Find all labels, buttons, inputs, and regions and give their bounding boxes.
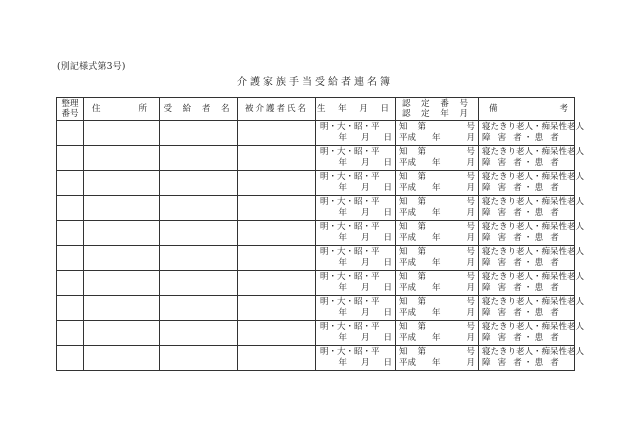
cell-seiri[interactable] [57, 346, 84, 371]
cell-birth[interactable] [316, 121, 396, 146]
birth-era [316, 322, 395, 333]
cert-chi-label: 知 [399, 247, 408, 257]
remarks-line1-label: 寝たきり老人・痴呆性老人 [482, 347, 585, 357]
cell-birth[interactable] [316, 221, 396, 246]
birth-era [316, 297, 395, 308]
cell-cert[interactable] [396, 171, 479, 196]
cert-number-line [396, 147, 478, 158]
form-code: (別記様式第3号) [57, 62, 126, 72]
header-cared-person-label: 被介護者氏名 [244, 104, 308, 114]
cert-gou-label: 号 [466, 222, 475, 232]
cell-recipient[interactable] [160, 271, 238, 296]
birth-era-label: 明・大・昭・平 [320, 272, 380, 282]
cert-year-label: 年 [432, 158, 441, 168]
remarks-line2-label: 障 害 者・患 者 [482, 158, 561, 168]
birth-era-label: 明・大・昭・平 [320, 297, 380, 307]
cert-heisei-label: 平成 [399, 258, 417, 268]
cell-remarks[interactable] [479, 246, 585, 271]
remarks-line1-label: 寝たきり老人・痴呆性老人 [482, 147, 585, 157]
header-cert-line2: 認 定 年 月 [401, 109, 473, 119]
remarks-line2 [479, 208, 574, 219]
birth-ymd [316, 208, 395, 219]
cell-address[interactable] [84, 246, 160, 271]
remarks-line1 [479, 322, 585, 333]
table-row [57, 296, 575, 321]
header-remarks-b: 考 [559, 104, 568, 114]
cert-chi-label: 知 [399, 122, 408, 132]
cert-heisei-label: 平成 [399, 308, 417, 318]
cert-dai-label: 第 [417, 197, 427, 207]
birth-ymd [316, 358, 395, 369]
cell-remarks[interactable] [479, 296, 585, 321]
cert-chi-label: 知 [399, 297, 408, 307]
cert-month-label: 月 [466, 358, 475, 368]
cell-cared-person[interactable] [238, 321, 316, 346]
cert-year-label: 年 [432, 133, 441, 143]
cert-date-line [396, 183, 478, 194]
cert-chi-label: 知 [399, 222, 408, 232]
birth-day-label: 日 [383, 283, 392, 293]
birth-era [316, 347, 395, 358]
cell-remarks[interactable] [479, 121, 585, 146]
table-header-row [57, 98, 575, 121]
birth-month-label: 月 [360, 183, 370, 193]
cert-number-line [396, 122, 478, 133]
cert-dai-label: 第 [417, 222, 427, 232]
cert-year-label: 年 [432, 208, 441, 218]
cell-address[interactable] [84, 196, 160, 221]
cert-date-line [396, 233, 478, 244]
cell-cert[interactable] [396, 246, 479, 271]
birth-month-label: 月 [360, 308, 370, 318]
cert-number-line [396, 322, 478, 333]
birth-ymd [316, 258, 395, 269]
header-cert [396, 98, 479, 121]
cert-month-label: 月 [466, 283, 475, 293]
birth-day-label: 日 [383, 233, 392, 243]
cert-year-label: 年 [432, 258, 441, 268]
cell-birth[interactable] [316, 196, 396, 221]
cell-recipient[interactable] [160, 196, 238, 221]
birth-era [316, 122, 395, 133]
remarks-line2 [479, 158, 574, 169]
cert-month-label: 月 [466, 158, 475, 168]
birth-month-label: 月 [360, 233, 370, 243]
cell-cert[interactable] [396, 196, 479, 221]
birth-era [316, 172, 395, 183]
birth-era [316, 222, 395, 233]
birth-era [316, 147, 395, 158]
cert-gou-label: 号 [466, 122, 475, 132]
birth-era-label: 明・大・昭・平 [320, 197, 380, 207]
header-remarks [479, 98, 575, 121]
cell-birth[interactable] [316, 146, 396, 171]
cert-number-line [396, 247, 478, 258]
remarks-line1 [479, 272, 585, 283]
cert-dai-label: 第 [417, 172, 427, 182]
cert-dai-label: 第 [417, 247, 427, 257]
birth-ymd [316, 158, 395, 169]
birth-ymd [316, 283, 395, 294]
birth-day-label: 日 [383, 133, 392, 143]
header-recipient-label: 受 給 者 名 [163, 104, 234, 114]
cell-seiri[interactable] [57, 271, 84, 296]
remarks-line2-label: 障 害 者・患 者 [482, 183, 561, 193]
remarks-line1 [479, 247, 585, 258]
cert-gou-label: 号 [466, 147, 475, 157]
table-row [57, 171, 575, 196]
table-row [57, 121, 575, 146]
cell-address[interactable] [84, 346, 160, 371]
cert-number-line [396, 222, 478, 233]
cert-year-label: 年 [432, 233, 441, 243]
birth-era-label: 明・大・昭・平 [320, 247, 380, 257]
birth-ymd [316, 233, 395, 244]
cell-cared-person[interactable] [238, 271, 316, 296]
cert-chi-label: 知 [399, 147, 408, 157]
remarks-line2-label: 障 害 者・患 者 [482, 208, 561, 218]
cell-address[interactable] [84, 221, 160, 246]
cell-cert[interactable] [396, 321, 479, 346]
cell-remarks[interactable] [479, 271, 585, 296]
cert-gou-label: 号 [466, 322, 475, 332]
remarks-line1-label: 寝たきり老人・痴呆性老人 [482, 197, 585, 207]
birth-year-label: 年 [338, 358, 347, 368]
cert-dai-label: 第 [417, 272, 427, 282]
remarks-line2 [479, 333, 574, 344]
cell-recipient[interactable] [160, 171, 238, 196]
cell-recipient[interactable] [160, 121, 238, 146]
birth-year-label: 年 [338, 308, 347, 318]
cert-date-line [396, 258, 478, 269]
birth-ymd [316, 333, 395, 344]
cell-address[interactable] [84, 121, 160, 146]
header-seiri-line1: 整理 [61, 99, 79, 109]
header-address-b: 所 [138, 104, 147, 114]
header-birth [316, 98, 396, 121]
birth-era-label: 明・大・昭・平 [320, 347, 380, 357]
remarks-line1 [479, 172, 585, 183]
birth-era [316, 272, 395, 283]
cert-year-label: 年 [432, 308, 441, 318]
cert-heisei-label: 平成 [399, 233, 417, 243]
birth-day-label: 日 [383, 158, 392, 168]
birth-year-label: 年 [338, 233, 347, 243]
cell-birth[interactable] [316, 246, 396, 271]
cell-cert[interactable] [396, 146, 479, 171]
birth-month-label: 月 [360, 358, 370, 368]
birth-year-label: 年 [338, 333, 347, 343]
cert-number-line [396, 172, 478, 183]
remarks-line2 [479, 308, 574, 319]
cell-cared-person[interactable] [238, 296, 316, 321]
cert-year-label: 年 [432, 333, 441, 343]
cell-cared-person[interactable] [238, 171, 316, 196]
table-row [57, 146, 575, 171]
header-address [84, 98, 160, 121]
cell-cared-person[interactable] [238, 246, 316, 271]
header-remarks-a: 備 [489, 104, 498, 114]
birth-day-label: 日 [383, 183, 392, 193]
remarks-line1-label: 寝たきり老人・痴呆性老人 [482, 222, 585, 232]
cert-year-label: 年 [432, 283, 441, 293]
birth-ymd [316, 308, 395, 319]
cell-seiri[interactable] [57, 121, 84, 146]
table-row [57, 196, 575, 221]
cert-heisei-label: 平成 [399, 333, 417, 343]
remarks-line1-label: 寝たきり老人・痴呆性老人 [482, 172, 585, 182]
birth-era-label: 明・大・昭・平 [320, 222, 380, 232]
table-row [57, 346, 575, 371]
cell-seiri[interactable] [57, 146, 84, 171]
cell-seiri[interactable] [57, 296, 84, 321]
birth-era-label: 明・大・昭・平 [320, 322, 380, 332]
cell-birth[interactable] [316, 171, 396, 196]
header-recipient [160, 98, 238, 121]
cert-number-line [396, 297, 478, 308]
cert-date-line [396, 208, 478, 219]
cert-number-line [396, 197, 478, 208]
birth-era-label: 明・大・昭・平 [320, 172, 380, 182]
cert-heisei-label: 平成 [399, 183, 417, 193]
remarks-line1-label: 寝たきり老人・痴呆性老人 [482, 247, 585, 257]
cert-year-label: 年 [432, 358, 441, 368]
cert-dai-label: 第 [417, 322, 427, 332]
remarks-line1 [479, 122, 585, 133]
remarks-line1-label: 寝たきり老人・痴呆性老人 [482, 122, 585, 132]
cert-number-line [396, 272, 478, 283]
cert-chi-label: 知 [399, 172, 408, 182]
birth-year-label: 年 [338, 183, 347, 193]
cert-date-line [396, 333, 478, 344]
birth-era [316, 247, 395, 258]
header-birth-label: 生 年 月 日 [316, 104, 395, 114]
birth-month-label: 月 [360, 158, 370, 168]
birth-era-label: 明・大・昭・平 [320, 147, 380, 157]
cell-recipient[interactable] [160, 246, 238, 271]
cert-month-label: 月 [466, 183, 475, 193]
cell-cared-person[interactable] [238, 196, 316, 221]
cell-remarks[interactable] [479, 146, 585, 171]
remarks-line1 [479, 297, 585, 308]
cell-cert[interactable] [396, 346, 479, 371]
roster-body [57, 121, 585, 371]
remarks-line2-label: 障 害 者・患 者 [482, 258, 561, 268]
cell-birth[interactable] [316, 321, 396, 346]
remarks-line2 [479, 283, 574, 294]
cert-dai-label: 第 [417, 297, 427, 307]
table-row [57, 246, 575, 271]
cell-cert[interactable] [396, 296, 479, 321]
roster-table [56, 97, 585, 371]
cert-gou-label: 号 [466, 247, 475, 257]
cert-gou-label: 号 [466, 272, 475, 282]
header-address-a: 住 [92, 104, 101, 114]
remarks-line2 [479, 233, 574, 244]
cert-date-line [396, 283, 478, 294]
cert-month-label: 月 [466, 133, 475, 143]
cert-date-line [396, 133, 478, 144]
cert-number-line [396, 347, 478, 358]
birth-year-label: 年 [338, 158, 347, 168]
header-cared-person [238, 98, 316, 121]
birth-year-label: 年 [338, 208, 347, 218]
cell-recipient[interactable] [160, 221, 238, 246]
cell-remarks[interactable] [479, 196, 585, 221]
cell-remarks[interactable] [479, 221, 585, 246]
header-seiri [57, 98, 84, 121]
birth-month-label: 月 [360, 283, 370, 293]
cell-address[interactable] [84, 296, 160, 321]
header-cert-line1: 認 定 番 号 [401, 99, 473, 109]
remarks-line2-label: 障 害 者・患 者 [482, 333, 561, 343]
cell-cared-person[interactable] [238, 221, 316, 246]
birth-month-label: 月 [360, 258, 370, 268]
birth-day-label: 日 [383, 308, 392, 318]
birth-year-label: 年 [338, 283, 347, 293]
remarks-line1-label: 寝たきり老人・痴呆性老人 [482, 297, 585, 307]
remarks-line1-label: 寝たきり老人・痴呆性老人 [482, 322, 585, 332]
table-row [57, 321, 575, 346]
cell-remarks[interactable] [479, 346, 585, 371]
remarks-line1 [479, 197, 585, 208]
header-seiri-line2: 番号 [61, 109, 79, 119]
cell-cared-person[interactable] [238, 146, 316, 171]
cell-cert[interactable] [396, 271, 479, 296]
cell-seiri[interactable] [57, 171, 84, 196]
remarks-line2-label: 障 害 者・患 者 [482, 358, 561, 368]
cert-chi-label: 知 [399, 272, 408, 282]
cert-dai-label: 第 [417, 347, 427, 357]
cell-cert[interactable] [396, 121, 479, 146]
remarks-line1 [479, 222, 585, 233]
cell-birth[interactable] [316, 296, 396, 321]
cert-date-line [396, 158, 478, 169]
birth-month-label: 月 [360, 133, 370, 143]
cert-heisei-label: 平成 [399, 133, 417, 143]
table-row [57, 221, 575, 246]
cert-month-label: 月 [466, 258, 475, 268]
cell-recipient[interactable] [160, 321, 238, 346]
cert-heisei-label: 平成 [399, 283, 417, 293]
remarks-line1 [479, 147, 585, 158]
remarks-line2 [479, 258, 574, 269]
cell-birth[interactable] [316, 346, 396, 371]
remarks-line2 [479, 133, 574, 144]
birth-era-label: 明・大・昭・平 [320, 122, 380, 132]
cell-cared-person[interactable] [238, 346, 316, 371]
birth-day-label: 日 [383, 333, 392, 343]
cert-dai-label: 第 [417, 147, 427, 157]
remarks-line1 [479, 347, 585, 358]
cert-chi-label: 知 [399, 322, 408, 332]
cert-dai-label: 第 [417, 122, 427, 132]
table-row [57, 271, 575, 296]
cell-cared-person[interactable] [238, 121, 316, 146]
cert-gou-label: 号 [466, 197, 475, 207]
cert-month-label: 月 [466, 208, 475, 218]
birth-year-label: 年 [338, 133, 347, 143]
cell-recipient[interactable] [160, 346, 238, 371]
cert-gou-label: 号 [466, 297, 475, 307]
remarks-line2 [479, 183, 574, 194]
cert-chi-label: 知 [399, 197, 408, 207]
cell-seiri[interactable] [57, 196, 84, 221]
cell-remarks[interactable] [479, 321, 585, 346]
cert-heisei-label: 平成 [399, 208, 417, 218]
cert-date-line [396, 308, 478, 319]
cert-gou-label: 号 [466, 347, 475, 357]
remarks-line1-label: 寝たきり老人・痴呆性老人 [482, 272, 585, 282]
cert-date-line [396, 358, 478, 369]
cell-recipient[interactable] [160, 146, 238, 171]
cell-address[interactable] [84, 146, 160, 171]
cert-heisei-label: 平成 [399, 358, 417, 368]
remarks-line2-label: 障 害 者・患 者 [482, 308, 561, 318]
birth-ymd [316, 183, 395, 194]
cert-year-label: 年 [432, 183, 441, 193]
birth-day-label: 日 [383, 208, 392, 218]
remarks-line2-label: 障 害 者・患 者 [482, 283, 561, 293]
cell-cert[interactable] [396, 221, 479, 246]
remarks-line2 [479, 358, 574, 369]
cell-remarks[interactable] [479, 171, 585, 196]
remarks-line2-label: 障 害 者・患 者 [482, 133, 561, 143]
cert-month-label: 月 [466, 308, 475, 318]
cell-recipient[interactable] [160, 296, 238, 321]
birth-year-label: 年 [338, 258, 347, 268]
cell-birth[interactable] [316, 271, 396, 296]
birth-ymd [316, 133, 395, 144]
cell-seiri[interactable] [57, 321, 84, 346]
birth-day-label: 日 [383, 358, 392, 368]
cert-heisei-label: 平成 [399, 158, 417, 168]
document-title: 介護家族手当受給者連名簿 [237, 77, 393, 88]
remarks-line2-label: 障 害 者・患 者 [482, 233, 561, 243]
cell-address[interactable] [84, 321, 160, 346]
cell-seiri[interactable] [57, 246, 84, 271]
cell-seiri[interactable] [57, 221, 84, 246]
birth-day-label: 日 [383, 258, 392, 268]
birth-month-label: 月 [360, 333, 370, 343]
cell-address[interactable] [84, 171, 160, 196]
cert-month-label: 月 [466, 233, 475, 243]
cert-chi-label: 知 [399, 347, 408, 357]
cert-gou-label: 号 [466, 172, 475, 182]
cert-month-label: 月 [466, 333, 475, 343]
birth-month-label: 月 [360, 208, 370, 218]
birth-era [316, 197, 395, 208]
cell-address[interactable] [84, 271, 160, 296]
